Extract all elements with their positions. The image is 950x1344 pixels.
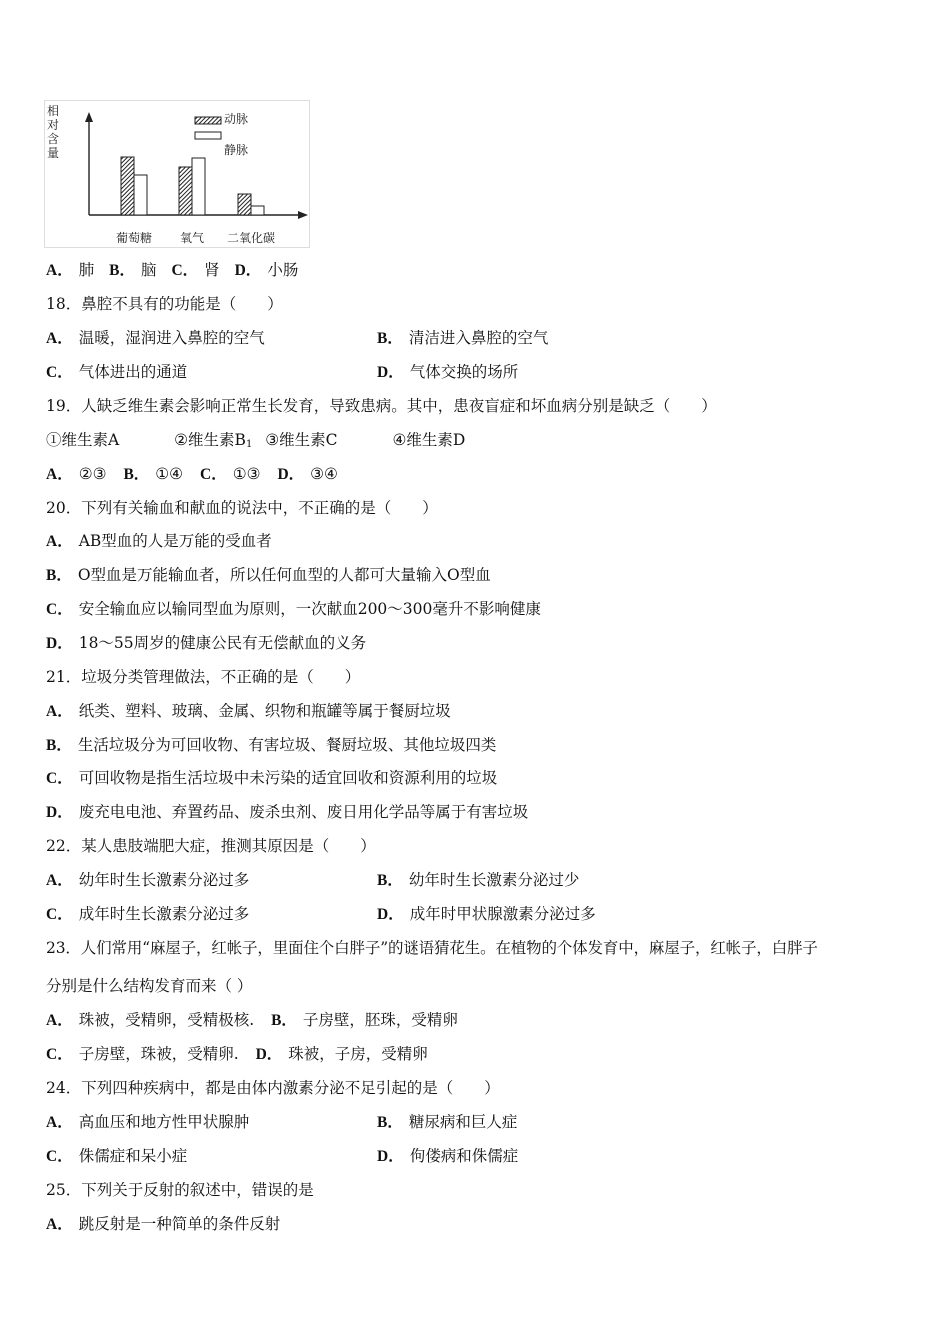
q19-option-d[interactable]: D． ③④ <box>277 465 338 483</box>
q17-option-a[interactable]: A． 肺 <box>46 261 95 279</box>
bar-vein-0 <box>134 175 147 215</box>
q21-option-a[interactable]: A． 纸类、塑料、玻璃、金属、织物和瓶罐等属于餐厨垃圾 <box>46 702 451 720</box>
q19-options <box>46 463 338 486</box>
bar-artery-0 <box>121 157 134 215</box>
q20-option-a[interactable]: A． AB型血的人是万能的受血者 <box>46 532 272 550</box>
q19-option-b[interactable]: B． ①④ <box>123 465 184 483</box>
x-axis-arrow <box>298 211 308 219</box>
ylabel-char: 对 <box>47 118 60 132</box>
x-tick-label: 二氧化碳 <box>226 231 276 245</box>
bar-chart-figure <box>44 100 310 248</box>
q20-stem: 20．下列有关输血和献血的说法中，不正确的是（ ） <box>46 499 438 517</box>
q21-option-b[interactable]: B． 生活垃圾分为可回收物、有害垃圾、餐厨垃圾、其他垃圾四类 <box>46 736 497 754</box>
q23-row-cd <box>46 1043 428 1066</box>
q18-option-d[interactable]: D． 气体交换的场所 <box>377 363 519 381</box>
q22-option-b[interactable]: B． 幼年时生长激素分泌过少 <box>377 871 580 889</box>
q22-option-a[interactable]: A． 幼年时生长激素分泌过多 <box>46 871 250 889</box>
ylabel-char: 量 <box>47 146 60 160</box>
q24-option-b[interactable]: B． 糖尿病和巨人症 <box>377 1113 518 1131</box>
q19-item-2: ②维生素$B_1$ <box>174 431 253 450</box>
q24-stem: 24．下列四种疾病中，都是由体内激素分泌不足引起的是（ ） <box>46 1079 500 1097</box>
legend-vein-swatch <box>195 132 221 139</box>
q24-option-c[interactable]: C． 侏儒症和呆小症 <box>46 1147 188 1165</box>
q23-option-a[interactable]: A． 珠被，受精卵，受精极核. <box>46 1011 255 1029</box>
q18-option-a[interactable]: A． 温暖，湿润进入鼻腔的空气 <box>46 329 265 347</box>
q18-row-cd <box>46 361 906 384</box>
q24-row-ab <box>46 1111 906 1134</box>
bar-vein-2 <box>251 206 264 215</box>
q23-option-d[interactable]: D． 珠被，子房，受精卵 <box>255 1045 428 1063</box>
q21-stem: 21．垃圾分类管理做法，不正确的是（ ） <box>46 668 361 686</box>
x-tick-label: 葡萄糖 <box>115 231 153 245</box>
q18-option-b[interactable]: B． 清洁进入鼻腔的空气 <box>377 329 549 347</box>
bar-chart <box>44 100 310 248</box>
q19-item-1: ①维生素A <box>46 431 120 449</box>
q22-stem: 22．某人患肢端肥大症，推测其原因是（ ） <box>46 837 376 855</box>
q19-item-4: ④维生素D <box>392 431 466 449</box>
q17-option-c[interactable]: C． 肾 <box>171 261 220 279</box>
q24-option-a[interactable]: A． 高血压和地方性甲状腺肿 <box>46 1113 250 1131</box>
q23-stem-line2: 分别是什么结构发育而来（ ） <box>46 977 253 995</box>
x-tick-label: 氧气 <box>179 231 205 245</box>
q25-stem: 25．下列关于反射的叙述中，错误的是 <box>46 1181 314 1199</box>
q19-option-c[interactable]: C． ①③ <box>200 465 261 483</box>
q19-stem: 19．人缺乏维生素会影响正常生长发育，导致患病。其中，患夜盲症和坏血病分别是缺乏（ ） <box>46 397 717 415</box>
ylabel-char: 含 <box>47 132 60 146</box>
q21-option-d[interactable]: D． 废充电电池、弃置药品、废杀虫剂、废日用化学品等属于有害垃圾 <box>46 803 529 821</box>
y-axis-arrow <box>85 112 93 122</box>
bar-artery-2 <box>238 194 251 215</box>
q18-row-ab <box>46 327 906 350</box>
q20-option-d[interactable]: D． 18～55周岁的健康公民有无偿献血的义务 <box>46 634 367 652</box>
q17-option-d[interactable]: D． 小肠 <box>234 261 299 279</box>
q20-option-b[interactable]: B． O型血是万能输血者，所以任何血型的人都可大量输入O型血 <box>46 566 491 584</box>
legend-vein-label: 静脉 <box>224 143 249 157</box>
q23-option-c[interactable]: C． 子房壁，珠被，受精卵. <box>46 1045 239 1063</box>
q18-stem: 18．鼻腔不具有的功能是（ ） <box>46 295 283 313</box>
q21-option-c[interactable]: C． 可回收物是指生活垃圾中未污染的适宜回收和资源利用的垃圾 <box>46 769 498 787</box>
q24-option-d[interactable]: D． 佝偻病和侏儒症 <box>377 1147 519 1165</box>
bar-vein-1 <box>192 158 205 215</box>
q23-stem-line1: 23．人们常用“麻屋子，红帐子，里面住个白胖子”的谜语猜花生。在植物的个体发育中，麻屋子，红帐子，白胖子 <box>46 939 818 957</box>
q17-options <box>46 259 298 282</box>
q20-option-c[interactable]: C． 安全输血应以输同型血为原则，一次献血200～300毫升不影响健康 <box>46 600 541 618</box>
q22-option-d[interactable]: D． 成年时甲状腺激素分泌过多 <box>377 905 596 923</box>
q22-option-c[interactable]: C． 成年时生长激素分泌过多 <box>46 905 250 923</box>
figure-border <box>45 101 310 248</box>
legend-artery-swatch <box>195 117 221 124</box>
q23-option-b[interactable]: B． 子房壁，胚珠，受精卵 <box>271 1011 458 1029</box>
q22-row-ab <box>46 869 906 892</box>
q19-item-3: ③维生素C <box>265 431 338 449</box>
q22-row-cd <box>46 903 906 926</box>
q19-option-a[interactable]: A． ②③ <box>46 465 107 483</box>
q25-option-a[interactable]: A． 跳反射是一种简单的条件反射 <box>46 1215 281 1233</box>
legend-artery-label: 动脉 <box>224 112 249 126</box>
q17-option-b[interactable]: B． 脑 <box>109 261 157 279</box>
q19-items <box>46 429 465 456</box>
q18-option-c[interactable]: C． 气体进出的通道 <box>46 363 188 381</box>
ylabel-char: 相 <box>47 104 60 118</box>
q23-row-ab <box>46 1009 458 1032</box>
q24-row-cd <box>46 1145 906 1168</box>
bar-artery-1 <box>179 167 192 215</box>
